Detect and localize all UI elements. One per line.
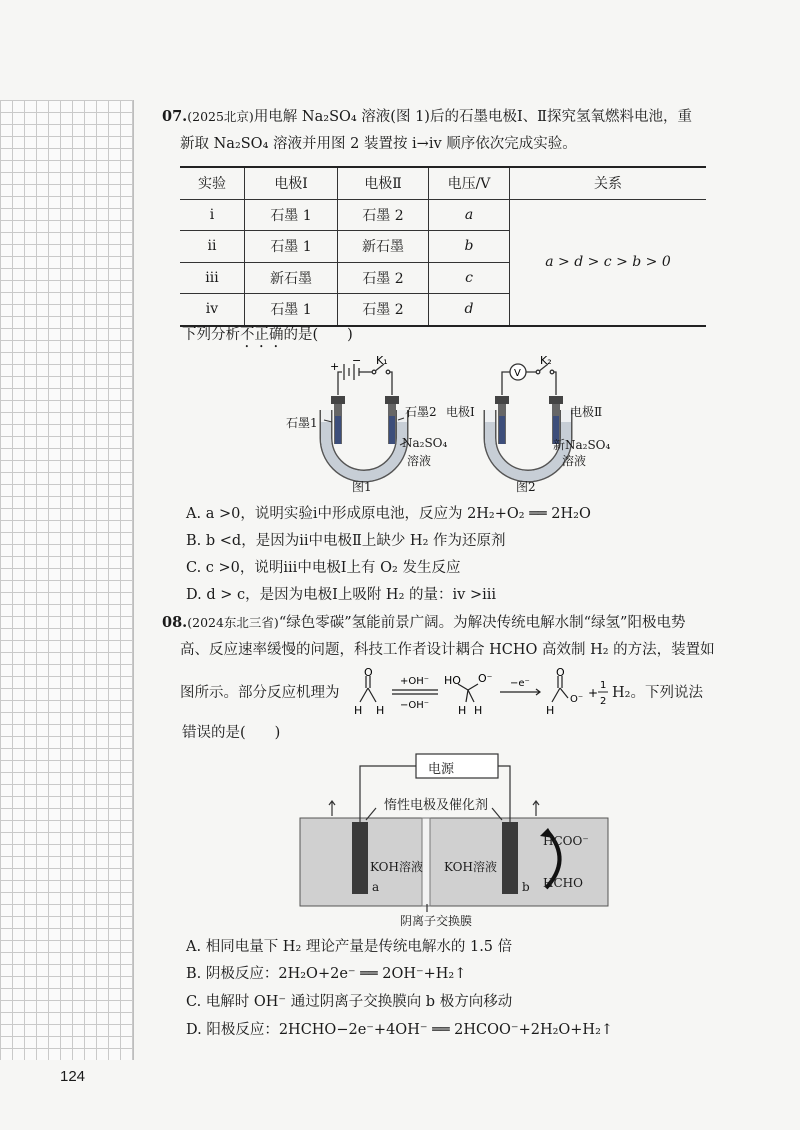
cell-relation: a > d > c > b > 0 (510, 199, 707, 326)
cell-e1: 石墨 1 (245, 231, 338, 263)
cell-e1: 新石墨 (245, 262, 338, 294)
cell-e2: 石墨 2 (338, 199, 429, 231)
table-header: 电极Ⅱ (338, 167, 429, 199)
q07-number: 07. (162, 108, 188, 125)
mech-h-center-right: H (474, 704, 483, 717)
membrane-label: 阴离子交换膜 (400, 914, 473, 928)
figure-2 (470, 350, 640, 500)
cell-exp: ⅰ (180, 199, 245, 231)
q08-line2: 高、反应速率缓慢的问题，科技工作者设计耦合 HCHO 高效制 H₂ 的方法，装置如 (180, 642, 715, 658)
cell-voltage: a (429, 199, 510, 231)
table-header-row (180, 167, 706, 199)
cell-exp: ⅳ (180, 294, 245, 326)
cell-e2: 石墨 2 (338, 294, 429, 326)
cell-exp: ⅱ (180, 231, 245, 263)
q08-line3-pre: 图所示。部分反应机理为 (180, 685, 340, 701)
q07-table (180, 166, 706, 327)
q08-option-a[interactable]: A. 相同电量下 H₂ 理论产量是传统电解水的 1.5 倍 (186, 939, 513, 955)
q07-option-a[interactable]: A. a >0，说明实验ⅰ中形成原电池，反应为 2H₂+O₂ ══ 2H₂O (186, 506, 591, 522)
mech-h-right: H (376, 704, 385, 717)
electrode-b-label: b (522, 880, 530, 894)
table-row (180, 199, 706, 231)
electrode-a-label: a (372, 880, 380, 894)
q07-prompt (182, 322, 353, 351)
q08-line1: “绿色零碳”氢能前景广阔。为解决传统电解水制“绿氢”阳极电势 (278, 615, 686, 631)
battery-minus: − (352, 354, 362, 367)
koh-left-label: KOH溶液 (370, 860, 423, 874)
voltmeter-label: V (514, 368, 521, 379)
cell-voltage: c (429, 262, 510, 294)
cell-e1: 石墨 1 (245, 199, 338, 231)
q07-line2: 新取 Na₂SO₄ 溶液并用图 2 装置按 ⅰ→ⅳ 顺序依次完成实验。 (180, 136, 577, 152)
table-header: 关系 (510, 167, 707, 199)
mech-half-denominator: 2 (600, 696, 607, 707)
mech-o-minus-product: O⁻ (570, 694, 584, 705)
battery-plus: + (330, 360, 340, 373)
fig2-label-left: 电极Ⅰ (446, 405, 475, 419)
q08-option-d[interactable]: D. 阳极反应：2HCHO−2e⁻+4OH⁻ ══ 2HCOO⁻+2H₂O+H₂↑ (186, 1022, 614, 1038)
q08-stem (162, 610, 722, 636)
fig1-caption: 图1 (352, 480, 372, 494)
q07-stem (162, 104, 722, 130)
mech-o-minus: O⁻ (478, 672, 493, 685)
cell-exp: ⅲ (180, 262, 245, 294)
fig2-solution-1: 新Na₂SO₄ (553, 438, 611, 452)
q07-line1: 用电解 Na₂SO₄ 溶液(图 1)后的石墨电极Ⅰ、Ⅱ探究氢氧燃料电池，重 (253, 109, 693, 125)
cell-voltage: b (429, 231, 510, 263)
mech-plus-oh: +OH⁻ (400, 676, 430, 687)
q07-source: (2025北京) (187, 109, 254, 124)
catalyst-label: 惰性电极及催化剂 (384, 798, 489, 813)
mech-minus-e: −e⁻ (510, 678, 530, 689)
prompt-emphasis: 不正确 (240, 327, 284, 343)
prompt-post: 的是( ) (283, 327, 353, 343)
fig1-solution-1: Na₂SO₄ (402, 436, 448, 450)
mech-o-left: O (364, 668, 373, 679)
margin-grid (0, 100, 134, 1060)
page-number: 124 (60, 1068, 86, 1085)
mech-h-center-left: H (458, 704, 467, 717)
mech-ho: HO (444, 674, 461, 687)
mech-h-left: H (354, 704, 363, 717)
q08-line3-post: H₂。下列说法 (612, 685, 703, 701)
mech-minus-oh: −OH⁻ (400, 700, 430, 711)
q08-source: (2024东北三省) (187, 615, 279, 630)
hcho-label: HCHO (543, 876, 583, 890)
cell-voltage: d (429, 294, 510, 326)
table-header: 电极Ⅰ (245, 167, 338, 199)
q07-option-c[interactable]: C. c >0，说明ⅲ中电极Ⅰ上有 O₂ 发生反应 (186, 560, 461, 576)
fig2-solution-2: 溶液 (562, 454, 587, 468)
mech-half-numerator: 1 (600, 680, 607, 691)
table-header: 电压/V (429, 167, 510, 199)
mech-o-product: O (556, 668, 565, 679)
prompt-pre: 下列分析 (182, 327, 240, 343)
fig2-label-right: 电极Ⅱ (570, 405, 603, 419)
q08-option-c[interactable]: C. 电解时 OH⁻ 通过阴离子交换膜向 b 极方向移动 (186, 994, 513, 1010)
fig1-label-left: 石墨1 (286, 416, 318, 430)
fig2-caption: 图2 (516, 480, 536, 494)
q08-option-b[interactable]: B. 阴极反应：2H₂O+2e⁻ ══ 2OH⁻+H₂↑ (186, 966, 467, 982)
cell-e1: 石墨 1 (245, 294, 338, 326)
power-supply-label: 电源 (428, 762, 455, 777)
q08-line4: 错误的是( ) (182, 725, 281, 741)
mech-plus: + (588, 686, 599, 700)
fig1-solution-2: 溶液 (407, 454, 432, 468)
mechanism-diagram (350, 668, 610, 718)
q07-option-b[interactable]: B. b <d，是因为ⅱ中电极Ⅱ上缺少 H₂ 作为还原剂 (186, 533, 506, 549)
koh-right-label: KOH溶液 (444, 860, 497, 874)
switch-k1: K₁ (376, 354, 388, 367)
fig1-label-right: 石墨2 (405, 405, 437, 419)
mech-h-product: H (546, 704, 555, 717)
table-header: 实验 (180, 167, 245, 199)
hcoo-label: HCOO⁻ (543, 834, 589, 848)
switch-k2: K₂ (540, 354, 552, 367)
cell-e2: 石墨 2 (338, 262, 429, 294)
q08-number: 08. (162, 614, 188, 631)
q07-option-d[interactable]: D. d > c，是因为电极Ⅰ上吸附 H₂ 的量：ⅳ >ⅲ (186, 587, 497, 603)
cell-e2: 新石墨 (338, 231, 429, 263)
